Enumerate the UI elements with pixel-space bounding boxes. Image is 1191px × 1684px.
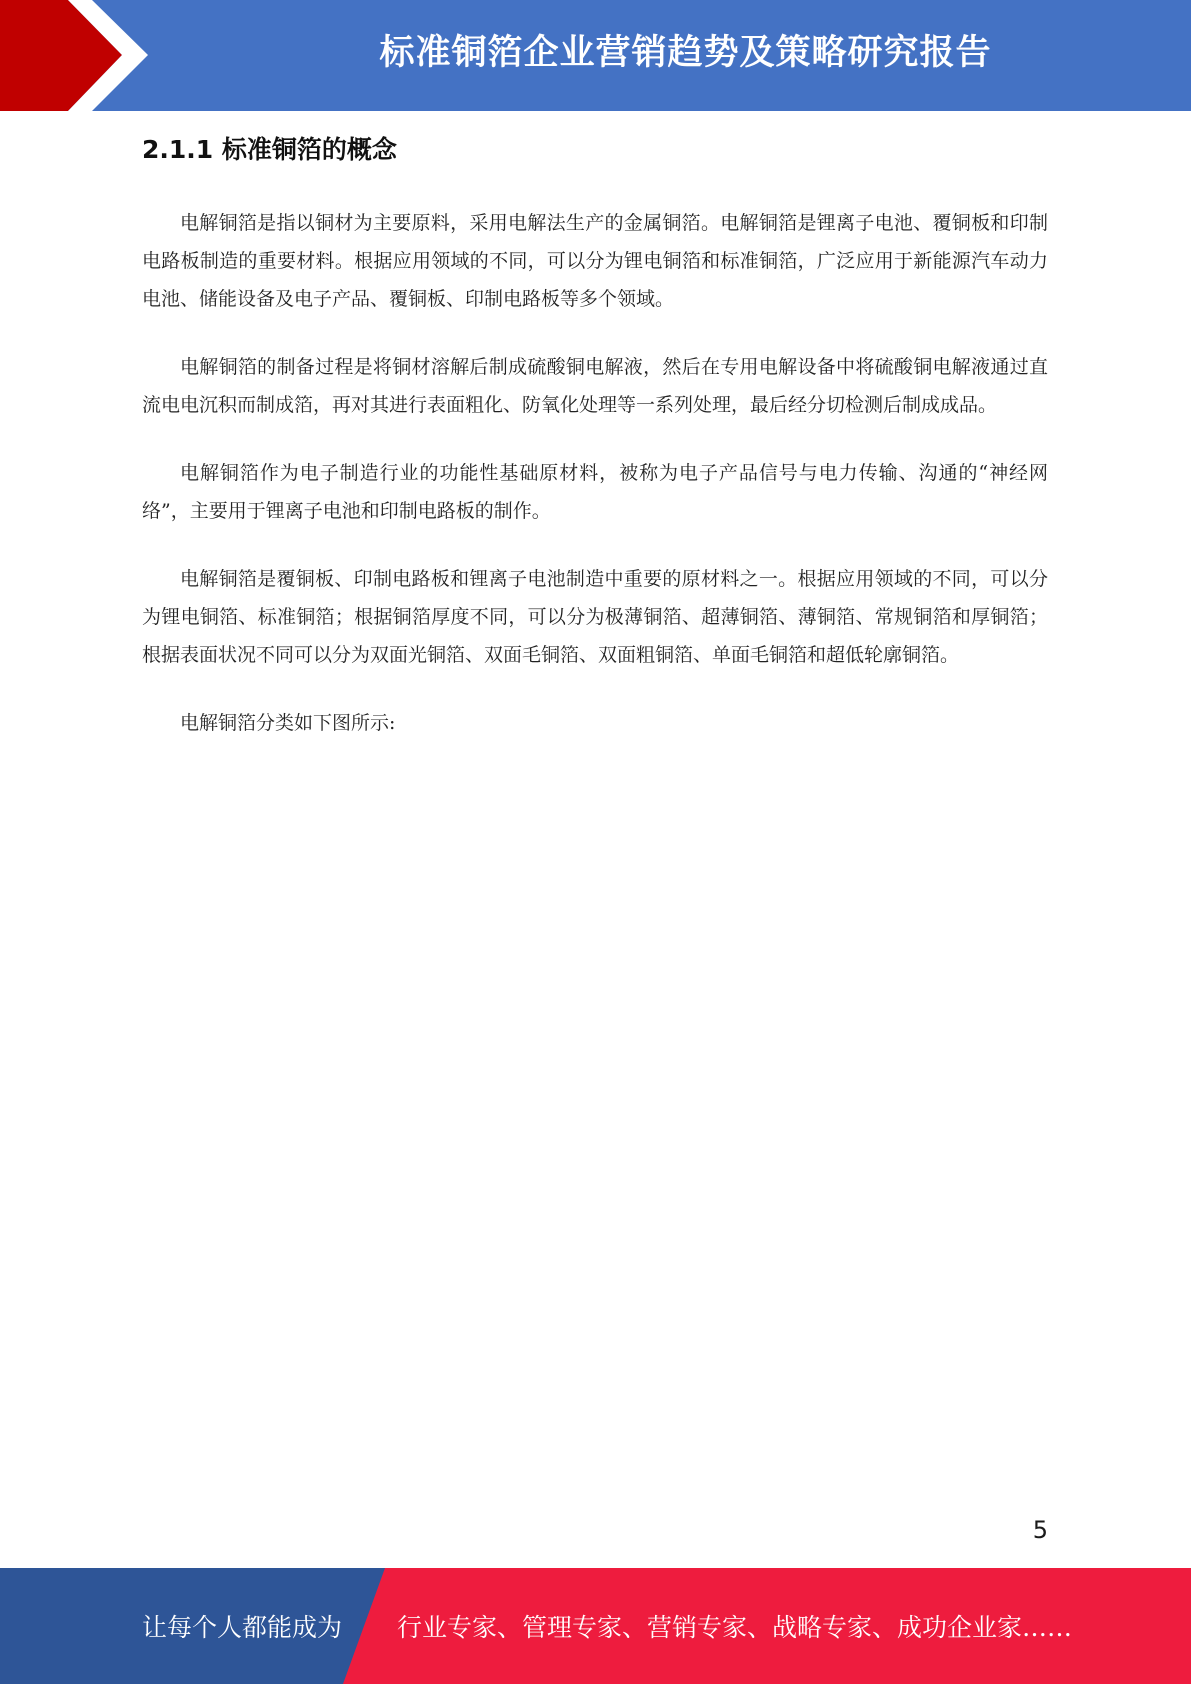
section-heading: 2.1.1 标准铜箔的概念 (142, 135, 397, 164)
page-footer (0, 1568, 1191, 1684)
header-chevron-decoration (0, 0, 160, 111)
paragraph-function: 电解铜箔作为电子制造行业的功能性基础原材料，被称为电子产品信号与电力传输、沟通的“神经网络”，主要用于锂离子电池和印制电路板的制作。 (142, 462, 1048, 522)
footer-slogan-left: 让每个人都能成为 (142, 1613, 343, 1642)
page-number: 5 (1032, 1516, 1048, 1544)
footer-slogan-right: 行业专家、管理专家、营销专家、战略专家、成功企业家…… (397, 1613, 1073, 1642)
body-content (142, 204, 1048, 772)
report-title: 标准铜箔企业营销趋势及策略研究报告 (379, 33, 992, 73)
page-header (0, 0, 1191, 111)
paragraph-figure-intro: 电解铜箔分类如下图所示: (180, 712, 396, 734)
paragraph-preparation: 电解铜箔的制备过程是将铜材溶解后制成硫酸铜电解液，然后在专用电解设备中将硫酸铜电解液通过直流电电沉积而制成箔，再对其进行表面粗化、防氧化处理等一系列处理，最后经分切检测后制成成品。 (142, 356, 1048, 416)
paragraph-classification: 电解铜箔是覆铜板、印制电路板和锂离子电池制造中重要的原材料之一。根据应用领域的不同，可以分为锂电铜箔、标准铜箔；根据铜箔厚度不同，可以分为极薄铜箔、超薄铜箔、薄铜箔、常规铜箔和厚铜箔；根据表面状况不同可以分为双面光铜箔、双面毛铜箔、双面粗铜箔、单面毛铜箔和超低轮廓铜箔。 (142, 568, 1048, 666)
paragraph-definition: 电解铜箔是指以铜材为主要原料，采用电解法生产的金属铜箔。电解铜箔是锂离子电池、覆铜板和印制电路板制造的重要材料。根据应用领域的不同，可以分为锂电铜箔和标准铜箔，广泛应用于新能源汽车动力电池、储能设备及电子产品、覆铜板、印制电路板等多个领域。 (142, 212, 1048, 310)
